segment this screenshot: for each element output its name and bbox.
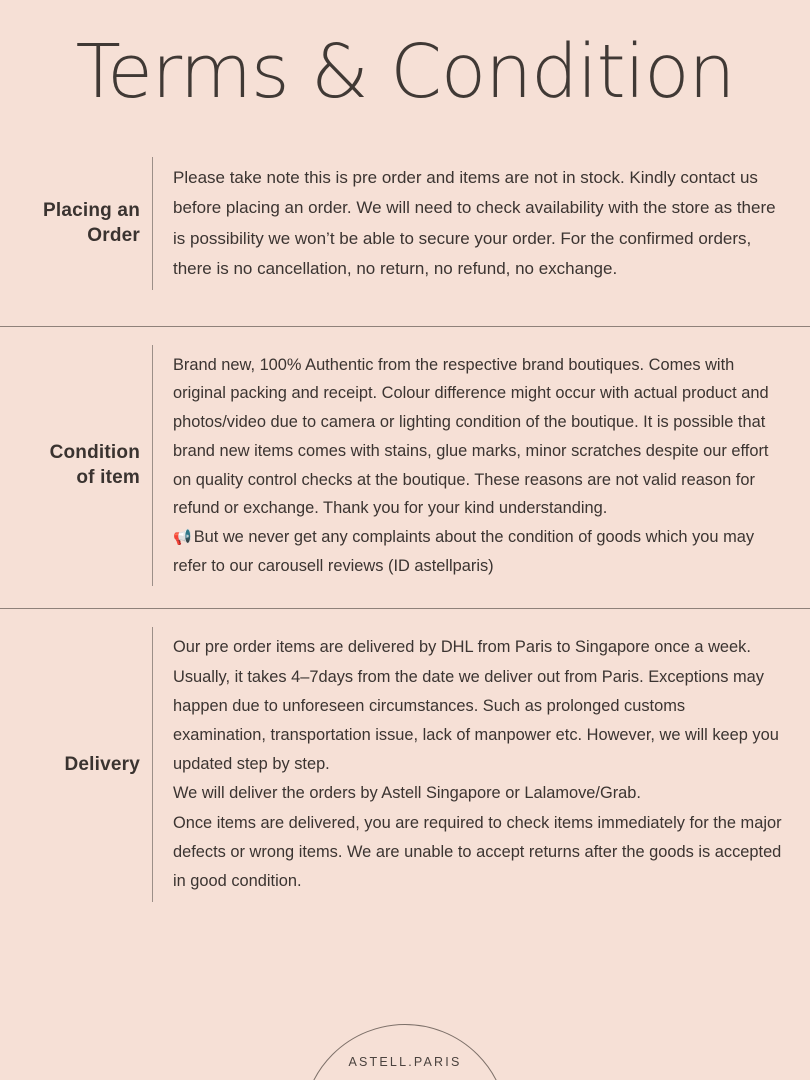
paragraph: We will deliver the orders by Astell Singapore or Lalamove/Grab.	[173, 784, 641, 803]
paragraph-text: But we never get any complaints about the condition of goods which you may refer to our carousell reviews (ID astellparis)	[173, 527, 755, 575]
section-label-delivery: Delivery	[64, 753, 140, 775]
paragraph: Once items are delivered, you are required to check items immediately for the major defects or wrong items. We are unable to accept returns after the goods is accepted in good condition.	[173, 813, 782, 890]
section-placing-an-order	[0, 142, 810, 312]
section-body-condition-of-item	[152, 345, 782, 587]
section-label-placing-an-order: Placing an Order	[42, 200, 140, 246]
section-delivery	[0, 623, 810, 910]
section-condition-of-item	[0, 341, 810, 595]
seal-label: ASTELL.PARIS	[348, 1055, 462, 1069]
paragraph: Our pre order items are delivered by DHL from Paris to Singapore once a week. Usually, it takes 4–7days from the date we deliver out from Paris. Exceptions may happen due to unforeseen circumstances. Such as prolonged customs examination, transportation issue, lack of manpower etc. However, we will keep you updated step by step.	[173, 638, 779, 774]
paragraph: Please take note this is pre order and items are not in stock. Kindly contact us before placing an order. We will need to check availability with the store as there is possibility we won’t be able to secure your order. For the confirmed orders, there is no cancellation, no return, no refund, no exchange.	[173, 168, 776, 278]
paragraph: Brand new, 100% Authentic from the respective brand boutiques. Comes with original packing and receipt. Colour difference might occur with actual product and photos/video due to camera or lighting condition of the boutique. It is possible that brand new items comes with stains, glue marks, minor scratches despite our effort on quality control checks at the boutique. These reasons are not valid reason for refund or exchange. Thank you for your kind understanding.	[173, 355, 769, 518]
section-divider-1	[0, 326, 810, 327]
section-body-delivery	[152, 627, 782, 902]
section-divider-2	[0, 608, 810, 609]
section-label-condition-of-item: Condition of item	[49, 442, 140, 488]
section-body-placing-an-order	[152, 157, 782, 290]
seal-circle	[302, 1024, 508, 1080]
megaphone-icon: 📢	[173, 528, 192, 546]
sections-container	[0, 142, 810, 910]
paragraph-with-icon	[173, 523, 782, 580]
page-title: Terms & Condition	[75, 29, 735, 115]
footer-seal	[0, 1008, 810, 1080]
